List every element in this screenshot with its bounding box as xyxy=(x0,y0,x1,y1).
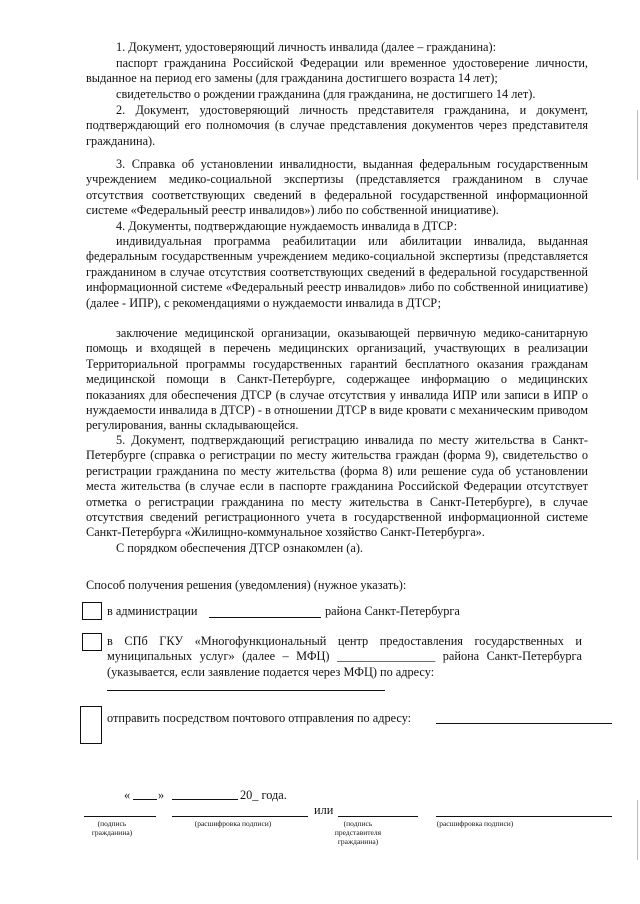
caption-decode-2: (расшифровка подписи) xyxy=(436,819,514,828)
admin-option-prefix: в администрации xyxy=(107,604,198,618)
post-option-checkbox[interactable] xyxy=(80,706,102,744)
scan-edge-mark xyxy=(637,110,638,180)
mfc-option-text: в СПб ГКУ «Многофункциональный центр предоставления государственных и муниципальных услуг» (далее – МФЦ) ________________ района Санкт-Петербурга (указывается, если заявление подается через МФЦ) по адресу: xyxy=(107,634,582,679)
item4-title: 4. Документы, подтверждающие нуждаемость инвалида в ДТСР: xyxy=(116,219,458,233)
citizen-decode-field[interactable] xyxy=(172,816,308,817)
mfc-option-checkbox[interactable] xyxy=(82,633,102,651)
mfc-address-field[interactable] xyxy=(107,690,385,691)
item1-birth-certificate: свидетельство о рождении гражданина (для гражданина, не достигшего 14 лет). xyxy=(116,87,536,101)
item1-passport: паспорт гражданина Российской Федерации или временное удостоверение личности, выданное на период его замены (для гражданина достигшего возраста 14 лет); xyxy=(86,56,588,86)
item2-representative-doc: 2. Документ, удостоверяющий личность представителя гражданина, и документ, подтверждающий его полномочия (в случае представления документов через представителя гражданина). xyxy=(86,103,588,148)
post-address-field[interactable] xyxy=(436,723,612,724)
item1-title: 1. Документ, удостоверяющий личность инвалида (далее – гражданина): xyxy=(116,40,496,54)
caption-decode-1: (расшифровка подписи) xyxy=(194,819,272,828)
representative-signature-field[interactable] xyxy=(338,816,418,817)
caption-representative-signature: (подпись представителя гражданина) xyxy=(334,819,382,846)
item3-disability-certificate: 3. Справка об установлении инвалидности, выданная федеральным государственным учреждением медико-социальной экспертизы (представляется гражданином в случае отсутствия соответствующих сведений в федеральной государственной информационной системе «Федеральный реестр инвалидов») либо по собственной инициативе). xyxy=(86,157,588,218)
scan-edge-mark xyxy=(637,800,638,860)
date-month-field[interactable] xyxy=(172,799,238,800)
admin-option-checkbox[interactable] xyxy=(82,602,102,620)
acknowledgement: С порядком обеспечения ДТСР ознакомлен (а). xyxy=(116,541,363,555)
item5-registration-doc: 5. Документ, подтверждающий регистрацию инвалида по месту жительства в Санкт-Петербурге (справка о регистрации по месту жительства граждан (форма 9), свидетельство о регистрации гражданина по месту жительства (форма 8) или решение суда об установлении места жительства (в случае если в паспорте гражданина Российской Федерации отсутствует отметка о регистрации гражданина по месту жительства в Санкт-Петербурге), в случае отсутствия сведений регистрационного учета в государственной информационной системе Санкт-Петербурга «Жилищно-коммунальное хозяйство Санкт-Петербурга». xyxy=(86,433,588,540)
representative-decode-field[interactable] xyxy=(436,816,612,817)
method-heading: Способ получения решения (уведомления) (нужное указать): xyxy=(86,578,407,592)
date-day-field[interactable] xyxy=(133,799,157,800)
admin-district-field[interactable] xyxy=(209,617,321,618)
post-option-text: отправить посредством почтового отправления по адресу: xyxy=(107,711,412,725)
caption-citizen-signature: (подпись гражданина) xyxy=(91,819,133,837)
date-open-quote: « xyxy=(124,788,131,802)
item4-ipr: индивидуальная программа реабилитации или абилитации инвалида, выданная федеральным государственным учреждением медико-социальной экспертизы (представляется гражданином в случае отсутствия соответствующих сведений в федеральной государственной информационной системе «Федеральный реестр инвалидов» либо по собственной инициативе) (далее - ИПР), с рекомендациями о нуждаемости инвалида в ДТСР; xyxy=(86,234,588,310)
date-year-text: 20_ года. xyxy=(240,788,287,802)
date-close-quote: » xyxy=(158,788,165,802)
item4-medical-conclusion: заключение медицинской организации, оказывающей первичную медико-санитарную помощь и входящей в перечень медицинских организаций, участвующих в реализации Территориальной программы государственных гарантий бесплатного оказания гражданам медицинской помощи в Санкт-Петербурге, содержащее информацию о медицинских показаниях для обеспечения ДТСР (в случае отсутствия у инвалида ИПР или записи в ИПР о нуждаемости инвалида в ДТСР) - в отношении ДТСР в виде кровати с механическим приводом регулирования, ванны складывающейся. xyxy=(86,326,588,433)
or-text: или xyxy=(314,803,334,817)
admin-option-suffix: района Санкт-Петербурга xyxy=(325,604,460,618)
citizen-signature-field[interactable] xyxy=(84,816,156,817)
